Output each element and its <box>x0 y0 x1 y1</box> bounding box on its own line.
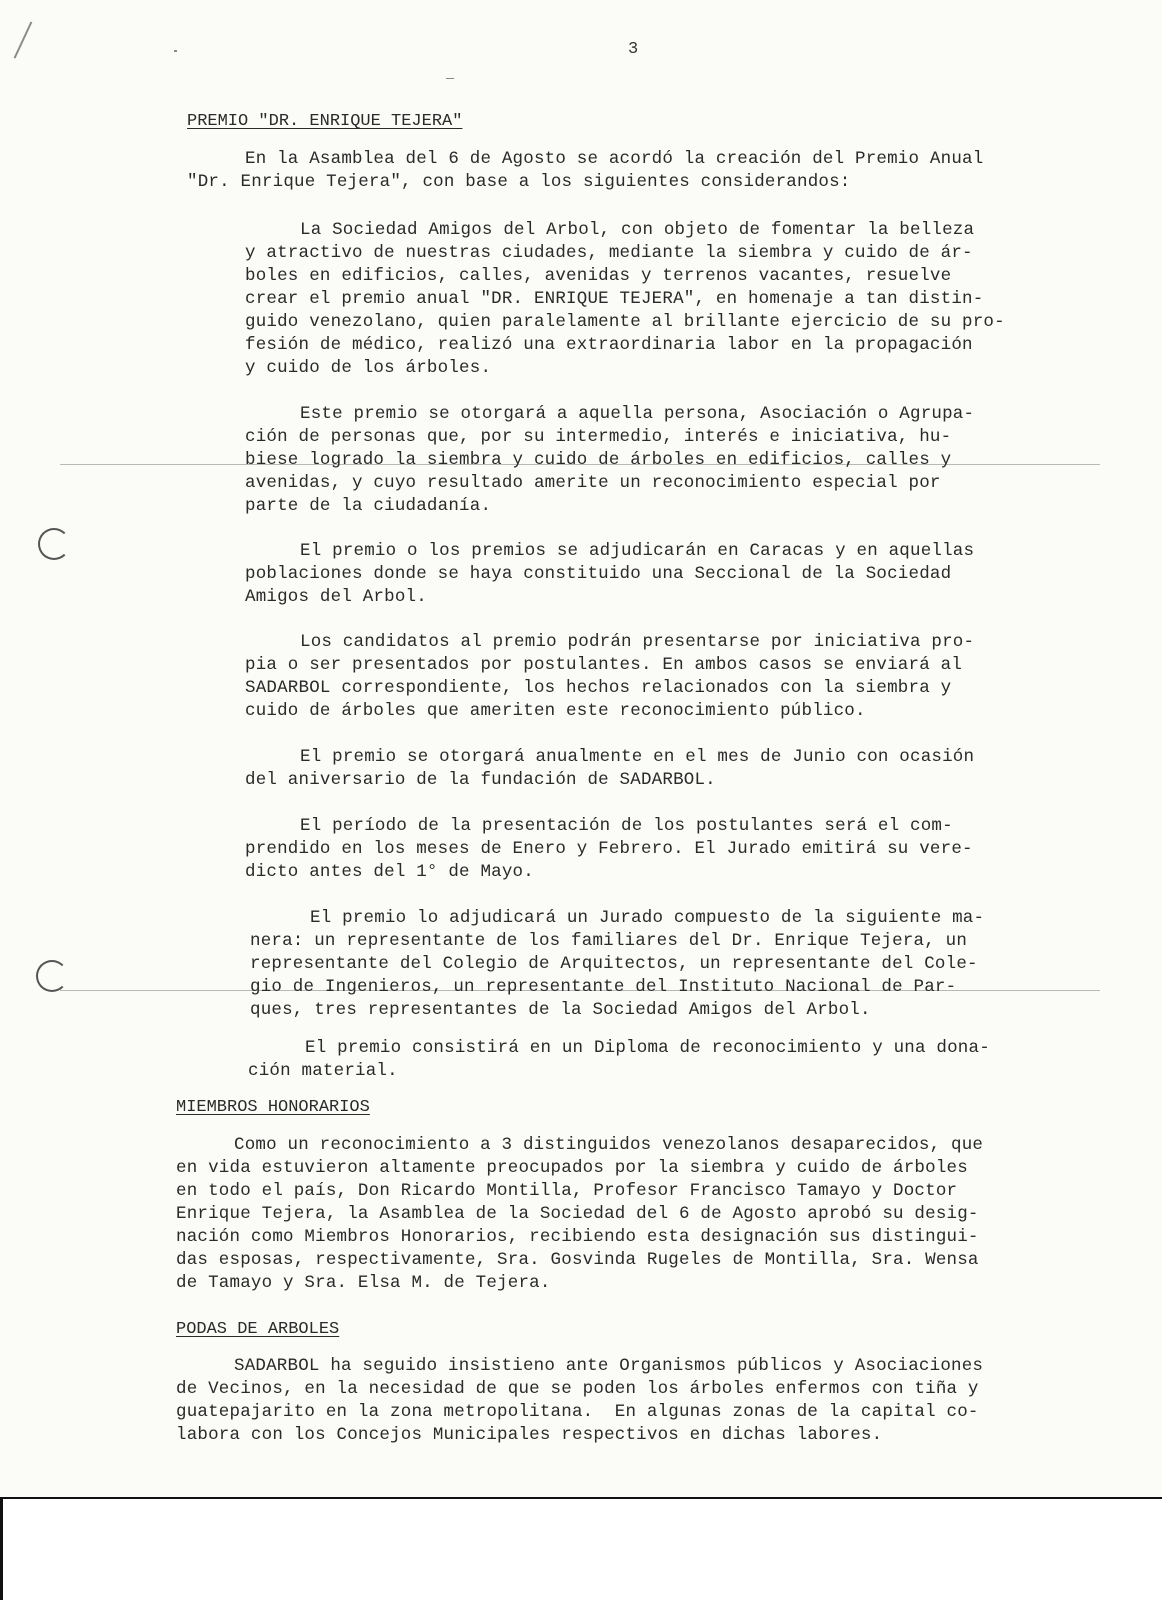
paragraph-line: labora con los Concejos Municipales respectivos en dichas labores. <box>176 1425 883 1445</box>
section-heading-miembros: MIEMBROS HONORARIOS <box>176 1098 370 1117</box>
paragraph-line: en todo el país, Don Ricardo Montilla, Profesor Francisco Tamayo y Doctor <box>176 1181 958 1201</box>
paragraph-line: pia o ser presentados por postulantes. En ambos casos se enviará al <box>245 655 963 675</box>
paragraph-line: Enrique Tejera, la Asamblea de la Sociedad del 6 de Agosto aprobó su desig- <box>176 1204 979 1224</box>
paragraph-line: ción de personas que, por su intermedio, interés e iniciativa, hu- <box>245 427 952 447</box>
paragraph-line: gio de Ingenieros, un representante del Instituto Nacional de Par- <box>250 977 957 997</box>
paragraph-line: de Vecinos, en la necesidad de que se poden los árboles enfermos con tiña y <box>176 1379 979 1399</box>
paragraph-line: biese logrado la siembra y cuido de árboles en edificios, calles y <box>245 450 952 470</box>
scan-speck <box>174 50 177 52</box>
paragraph-line: y atractivo de nuestras ciudades, mediante la siembra y cuido de ár- <box>245 243 973 263</box>
paragraph-line: nera: un representante de los familiares del Dr. Enrique Tejera, un <box>250 931 968 951</box>
paragraph-line: El premio consistirá en un Diploma de reconocimiento y una dona- <box>305 1038 990 1058</box>
punch-hole-mark <box>36 960 68 992</box>
paragraph-line: Como un reconocimiento a 3 distinguidos venezolanos desaparecidos, que <box>234 1135 984 1155</box>
paragraph-line: y cuido de los árboles. <box>245 358 492 378</box>
paragraph-line: cuido de árboles que ameriten este reconocimiento público. <box>245 701 866 721</box>
scan-speck <box>446 78 454 79</box>
paragraph-line: SADARBOL correspondiente, los hechos relacionados con la siembra y <box>245 678 952 698</box>
paragraph-line: La Sociedad Amigos del Arbol, con objeto de fomentar la belleza <box>300 220 975 240</box>
paragraph-line: en vida estuvieron altamente preocupados por la siembra y cuido de árboles <box>176 1158 968 1178</box>
paragraph-line: ción material. <box>248 1061 398 1081</box>
paragraph-line: guatepajarito en la zona metropolitana. En algunas zonas de la capital co- <box>176 1402 979 1422</box>
paragraph-line: de Tamayo y Sra. Elsa M. de Tejera. <box>176 1273 551 1293</box>
punch-hole-mark <box>38 528 70 560</box>
paragraph-line: prendido en los meses de Enero y Febrero. El Jurado emitirá su vere- <box>245 839 973 859</box>
paragraph-line: guido venezolano, quien paralelamente al brillante ejercicio de su pro- <box>245 312 1005 332</box>
scan-page-edge-left <box>0 1497 3 1600</box>
page-number: 3 <box>628 40 639 59</box>
paragraph-line: fesión de médico, realizó una extraordinaria labor en la propagación <box>245 335 973 355</box>
paragraph-line: dicto antes del 1° de Mayo. <box>245 862 534 882</box>
paragraph-line: poblaciones donde se haya constituido una Seccional de la Sociedad <box>245 564 952 584</box>
paragraph-line: El premio o los premios se adjudicarán en Caracas y en aquellas <box>300 541 975 561</box>
paragraph-line: El premio se otorgará anualmente en el mes de Junio con ocasión <box>300 747 975 767</box>
paragraph-line: representante del Colegio de Arquitectos, un representante del Cole- <box>250 954 978 974</box>
paragraph-line: El premio lo adjudicará un Jurado compuesto de la siguiente ma- <box>310 908 985 928</box>
scan-page-edge <box>0 1497 1162 1499</box>
paragraph-line: El período de la presentación de los postulantes será el com- <box>300 816 953 836</box>
paragraph-line: Este premio se otorgará a aquella persona, Asociación o Agrupa- <box>300 404 975 424</box>
paragraph-line: SADARBOL ha seguido insistieno ante Organismos públicos y Asociaciones <box>234 1356 984 1376</box>
paragraph-line: ques, tres representantes de la Sociedad Amigos del Arbol. <box>250 1000 871 1020</box>
section-heading-podas: PODAS DE ARBOLES <box>176 1320 340 1339</box>
paragraph-line: del aniversario de la fundación de SADARBOL. <box>245 770 716 790</box>
paragraph-line: crear el premio anual "DR. ENRIQUE TEJERA", en homenaje a tan distin- <box>245 289 984 309</box>
paragraph-line: Amigos del Arbol. <box>245 587 427 607</box>
paragraph-line: das esposas, respectivamente, Sra. Gosvinda Rugeles de Montilla, Sra. Wensa <box>176 1250 979 1270</box>
paragraph-line: Los candidatos al premio podrán presentarse por iniciativa pro- <box>300 632 975 652</box>
paragraph-line: avenidas, y cuyo resultado amerite un reconocimiento especial por <box>245 473 941 493</box>
paragraph-line: En la Asamblea del 6 de Agosto se acordó la creación del Premio Anual <box>245 149 984 169</box>
paragraph-line: boles en edificios, calles, avenidas y terrenos vacantes, resuelve <box>245 266 952 286</box>
paragraph-line: parte de la ciudadanía. <box>245 496 492 516</box>
section-heading-premio: PREMIO "DR. ENRIQUE TEJERA" <box>187 112 463 131</box>
paragraph-line: "Dr. Enrique Tejera", con base a los siguientes considerandos: <box>187 172 851 192</box>
paragraph-line: nación como Miembros Honorarios, recibiendo esta designación sus distingui- <box>176 1227 979 1247</box>
